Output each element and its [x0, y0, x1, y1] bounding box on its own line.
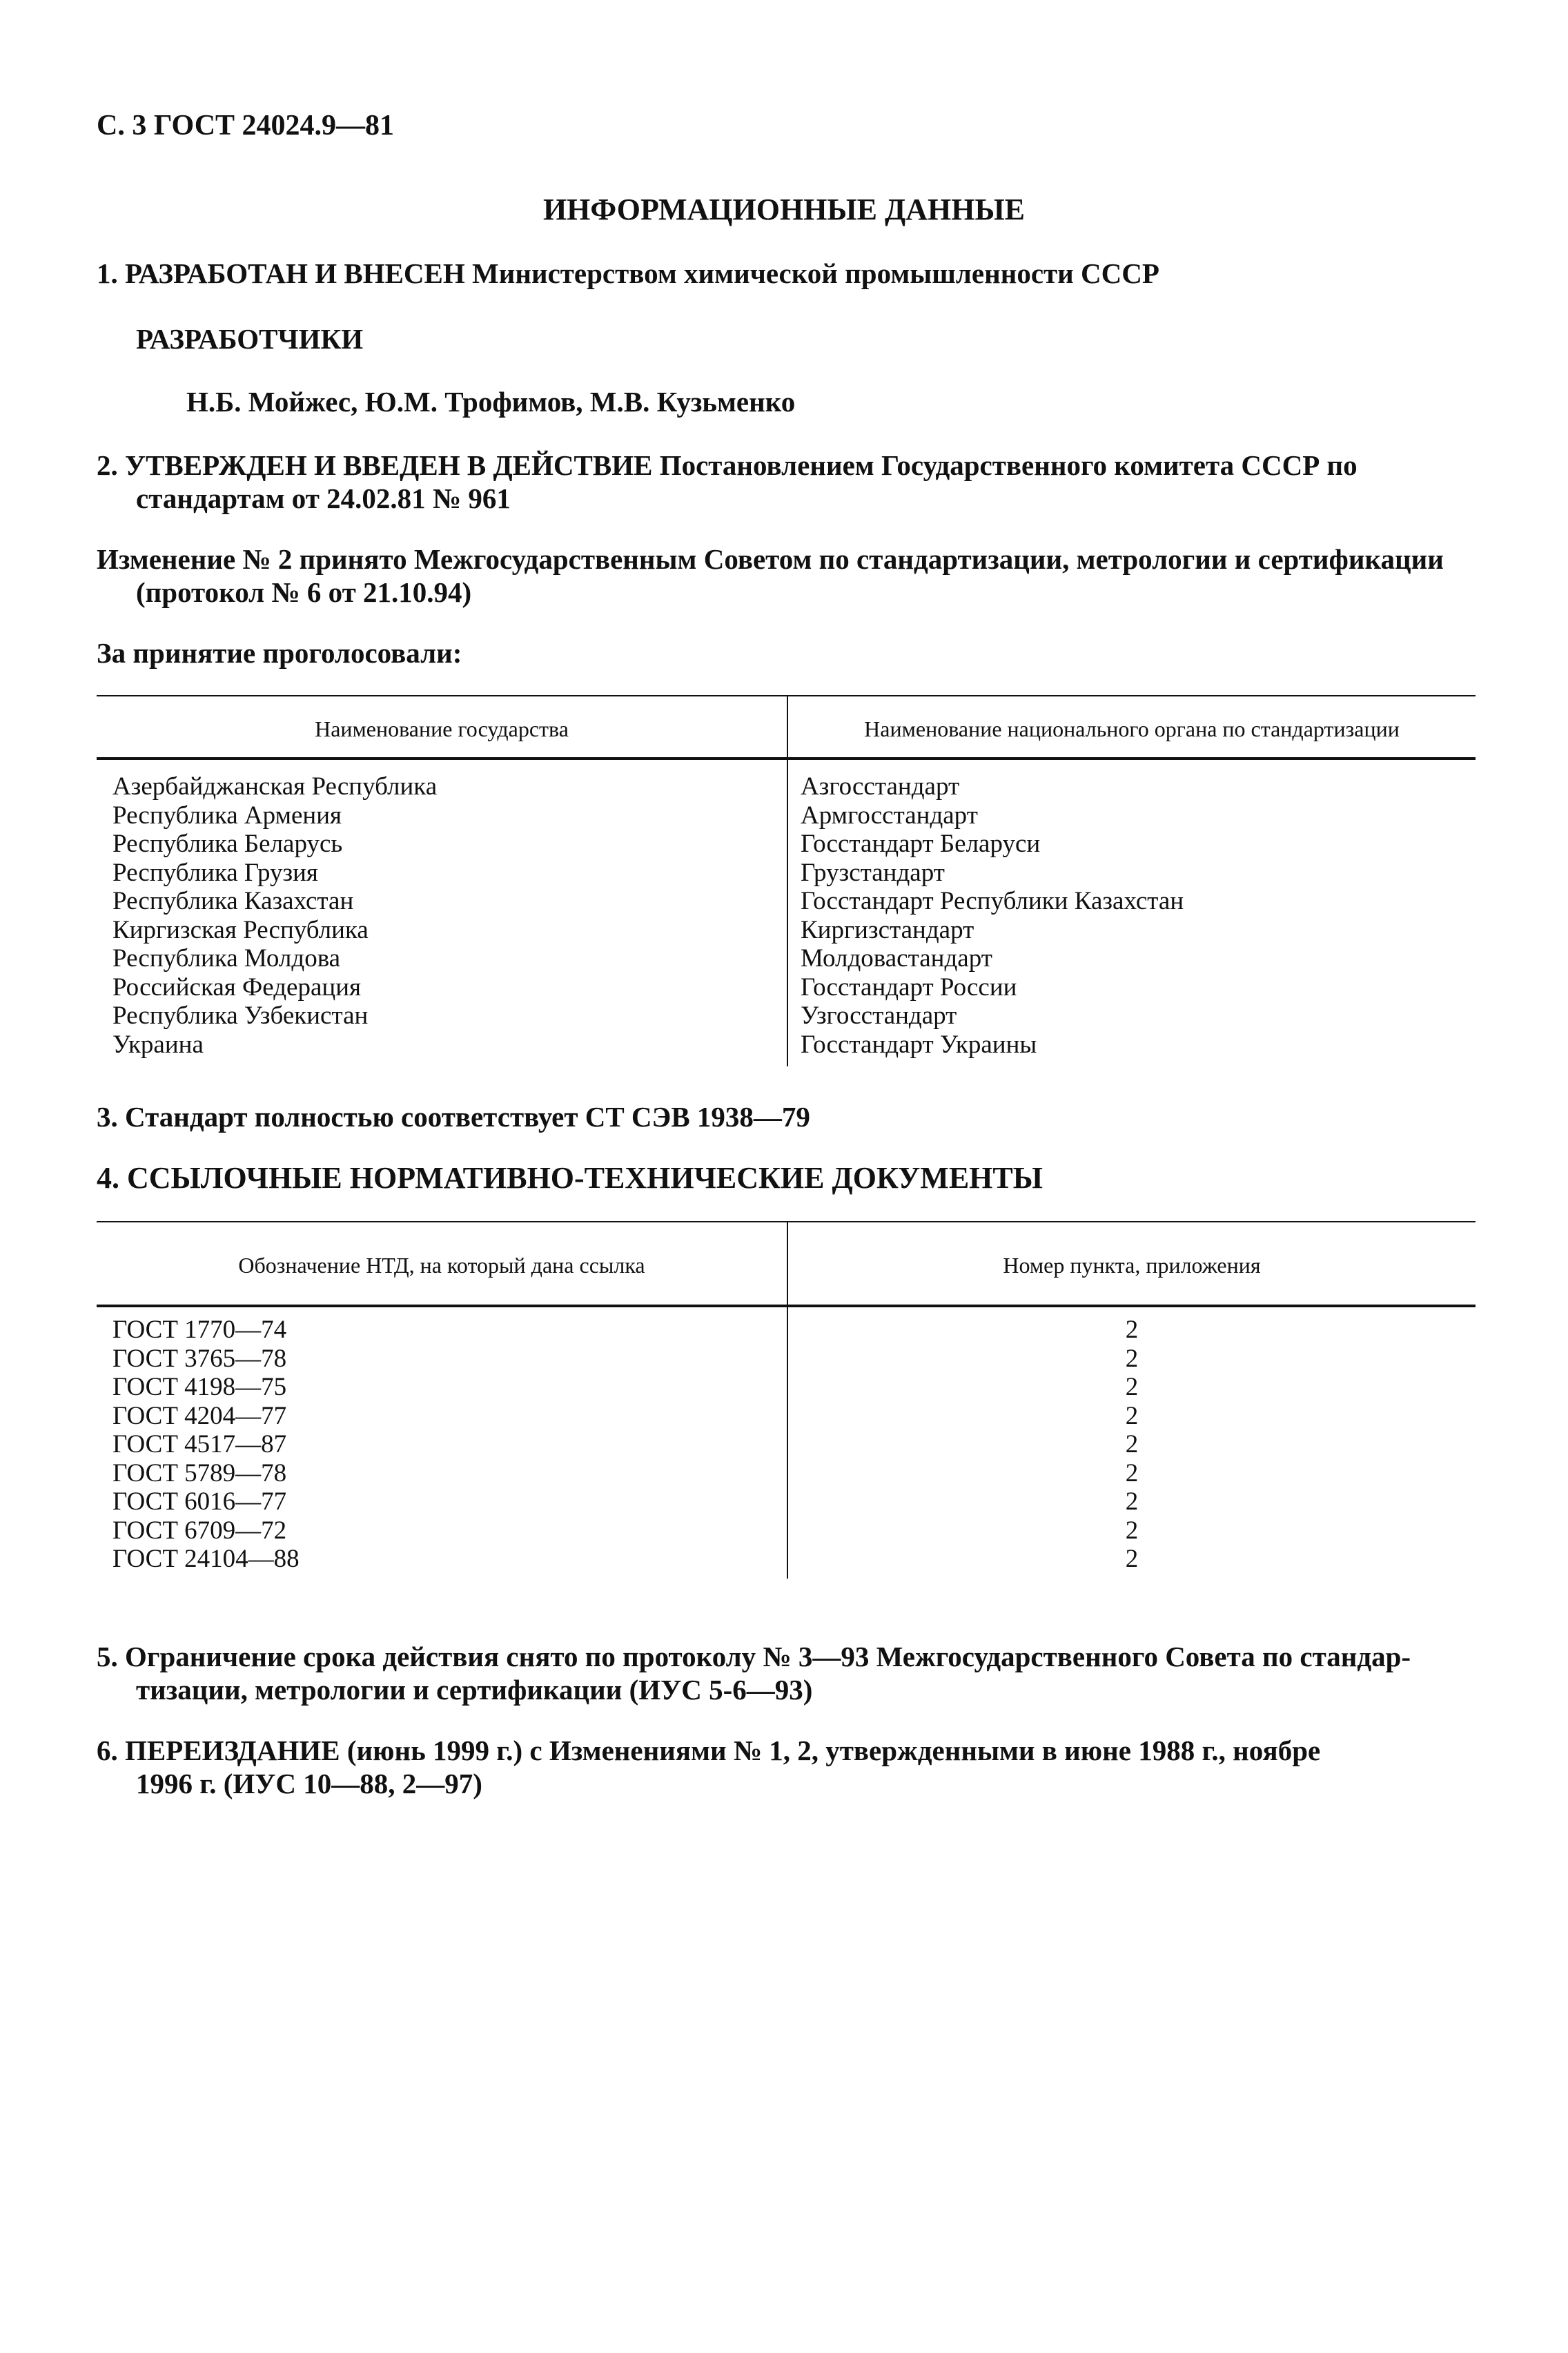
- table-row: 2: [1125, 1401, 1139, 1430]
- table-2-top-rule: [97, 1221, 1476, 1222]
- item-2-lead: 2. УТВЕРЖДЕН И ВВЕДЕН В ДЕЙСТВИЕ: [97, 449, 653, 481]
- table-2-docs-column: [112, 1316, 300, 1574]
- table-row: 2: [1125, 1344, 1139, 1373]
- table-row: ГОСТ 4198—75: [112, 1373, 287, 1401]
- table-row: Киргизская Республика: [112, 915, 369, 944]
- table-row: 2: [1125, 1516, 1139, 1545]
- table-row: Республика Грузия: [112, 858, 318, 887]
- table-row: Украина: [112, 1030, 204, 1059]
- page-header: С. 3 ГОСТ 24024.9—81: [97, 110, 395, 141]
- item-2-line-2: стандартам от 24.02.81 № 961: [136, 482, 511, 514]
- table-row: Госстандарт Беларуси: [801, 830, 1041, 858]
- item-5-line-1: 5. Ограничение срока действия снято по протоколу № 3—93 Межгосударственного Совета по стандар-: [97, 1641, 1411, 1672]
- table-row: Узгосстандарт: [801, 1002, 957, 1030]
- table-row: Молдовастандарт: [801, 944, 992, 973]
- table-2-header-point: Номер пункта, приложения: [1003, 1253, 1261, 1278]
- table-row: ГОСТ 5789—78: [112, 1458, 287, 1487]
- table-1-header-state: Наименование государства: [315, 716, 569, 741]
- table-row: ГОСТ 4517—87: [112, 1430, 287, 1458]
- table-2-header-doc: Обозначение НТД, на который дана ссылка: [238, 1253, 645, 1278]
- item-6-line-2: 1996 г. (ИУС 10—88, 2—97): [136, 1768, 482, 1799]
- table-row: Республика Узбекистан: [112, 1002, 369, 1030]
- developers-names: Н.Б. Мойжес, Ю.М. Трофимов, М.В. Кузьменко: [186, 386, 796, 418]
- table-row: Республика Молдова: [112, 944, 341, 973]
- table-row: Киргизстандарт: [801, 915, 974, 944]
- table-1-header-body: Наименование национального органа по стандартизации: [864, 716, 1400, 741]
- item-2-rest: Постановлением Государственного комитета СССР по: [659, 449, 1358, 481]
- amendment-line-2: (протокол № 6 от 21.10.94): [136, 576, 472, 608]
- table-2-points-column: [788, 1316, 1476, 1574]
- table-1-divider: [787, 695, 788, 1066]
- table-row: Армгосстандарт: [801, 801, 978, 830]
- table-row: 2: [1125, 1487, 1139, 1516]
- item-1: [97, 257, 1159, 290]
- item-1-text: Министерством химической промышленности СССР: [472, 257, 1159, 289]
- table-row: Российская Федерация: [112, 973, 362, 1002]
- item-3: 3. Стандарт полностью соответствует СТ СЭВ 1938—79: [97, 1101, 810, 1133]
- table-1-top-rule: [97, 695, 1476, 696]
- item-6-line-1: 6. ПЕРЕИЗДАНИЕ (июнь 1999 г.) с Изменениями № 1, 2, утвержденными в июне 1988 г., ноябре: [97, 1735, 1321, 1766]
- table-row: Госстандарт Украины: [801, 1030, 1037, 1059]
- table-row: 2: [1125, 1458, 1139, 1487]
- item-1-lead: 1. РАЗРАБОТАН И ВНЕСЕН: [97, 257, 465, 289]
- table-row: Азербайджанская Республика: [112, 772, 438, 801]
- developers-label: РАЗРАБОТЧИКИ: [136, 323, 364, 355]
- table-row: Госстандарт России: [801, 973, 1017, 1002]
- item-5-line-2: тизации, метрологии и сертификации (ИУС 5-6—93): [136, 1674, 813, 1706]
- table-row: Грузстандарт: [801, 858, 945, 887]
- item-4: 4. ССЫЛОЧНЫЕ НОРМАТИВНО-ТЕХНИЧЕСКИЕ ДОКУМЕНТЫ: [97, 1161, 1043, 1195]
- voted-label: За принятие проголосовали:: [97, 637, 462, 669]
- table-row: Госстандарт Республики Казахстан: [801, 887, 1184, 915]
- item-2-line-1: [97, 449, 1474, 482]
- table-row: ГОСТ 1770—74: [112, 1316, 287, 1344]
- table-row: ГОСТ 6016—77: [112, 1487, 287, 1516]
- amendment-line-1: Изменение № 2 принято Межгосударственным Советом по стандартизации, метрологии и сертификации: [97, 543, 1444, 575]
- table-row: Республика Казахстан: [112, 887, 354, 915]
- table-row: 2: [1125, 1373, 1139, 1401]
- table-1-states-column: [112, 772, 437, 1059]
- table-row: Азгосстандарт: [801, 772, 960, 801]
- table-row: Республика Армения: [112, 801, 342, 830]
- table-row: 2: [1125, 1545, 1139, 1573]
- table-1-bodies-column: [801, 772, 1184, 1059]
- table-row: ГОСТ 24104—88: [112, 1545, 300, 1573]
- table-row: Республика Беларусь: [112, 830, 343, 858]
- table-row: ГОСТ 6709—72: [112, 1516, 287, 1545]
- table-row: 2: [1125, 1430, 1139, 1458]
- table-1-header-rule: [97, 757, 1476, 760]
- table-row: ГОСТ 3765—78: [112, 1344, 287, 1373]
- table-row: ГОСТ 4204—77: [112, 1401, 287, 1430]
- table-2-header-rule: [97, 1305, 1476, 1307]
- document-title: ИНФОРМАЦИОННЫЕ ДАННЫЕ: [542, 193, 1026, 226]
- table-row: 2: [1125, 1316, 1139, 1344]
